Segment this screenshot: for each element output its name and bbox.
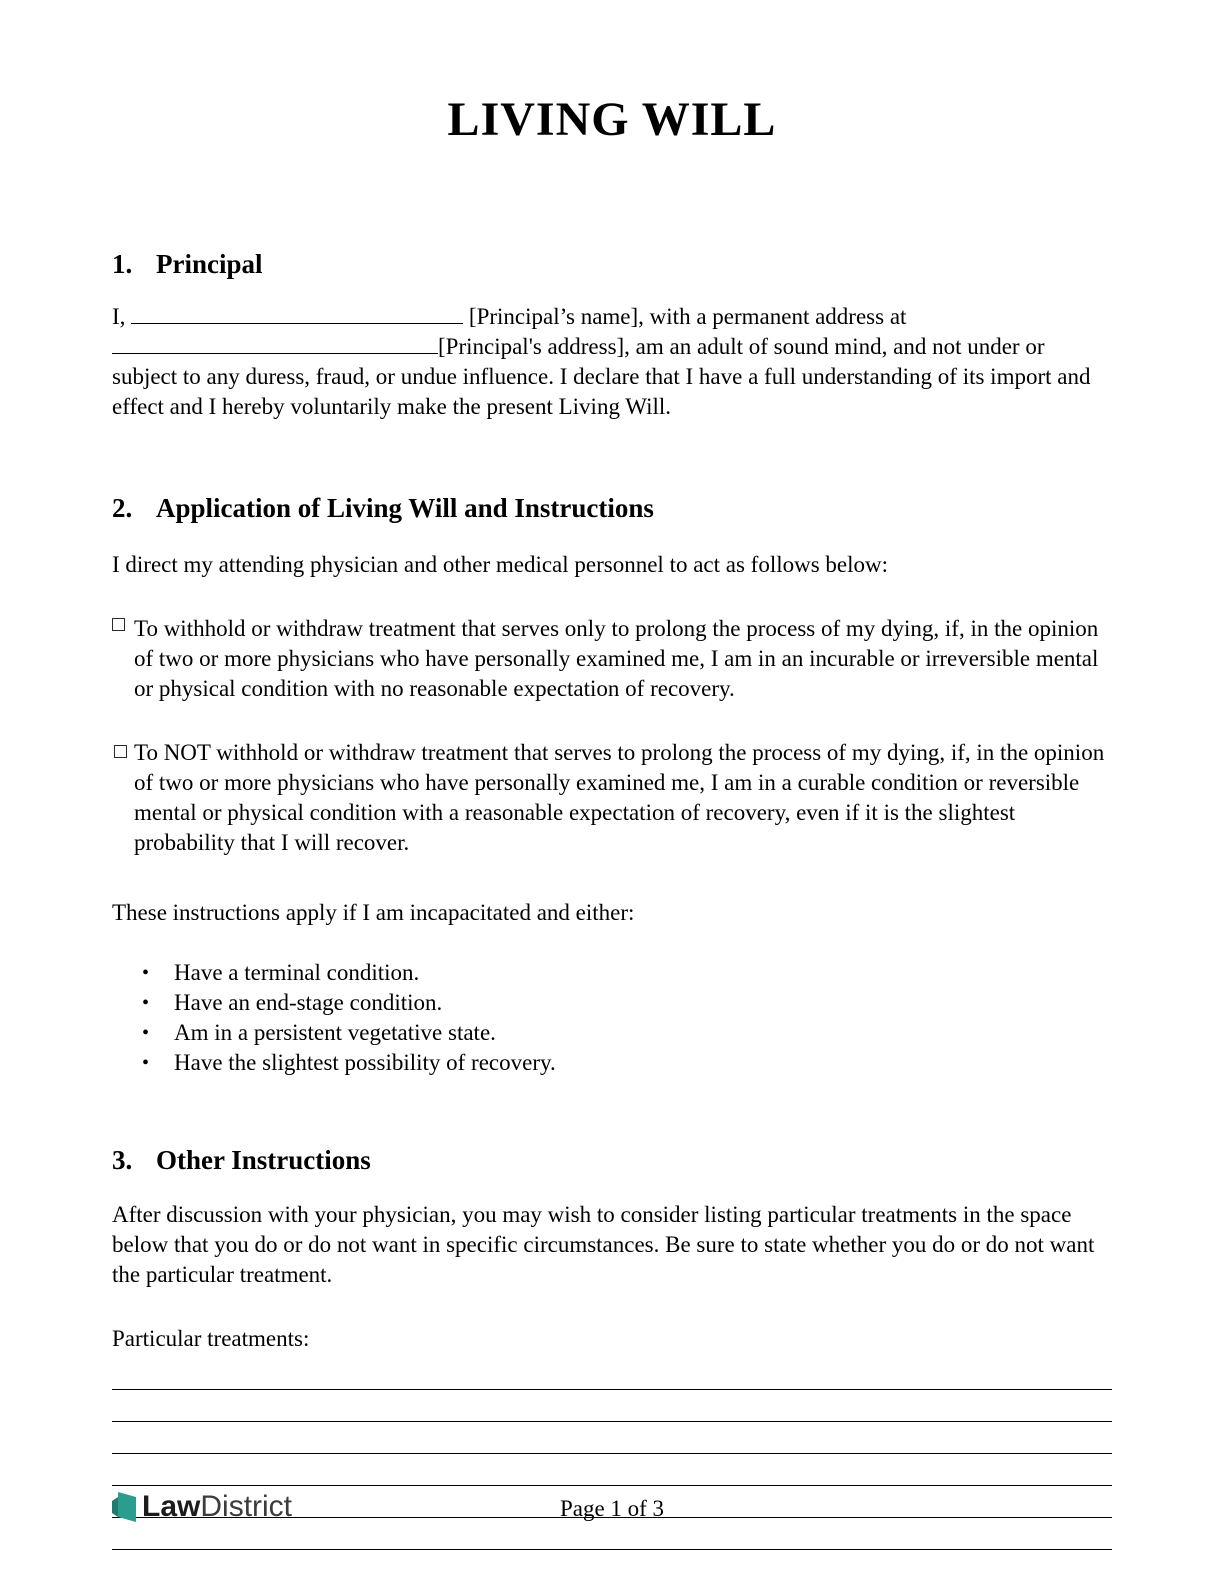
section-1-heading (112, 248, 1112, 280)
document-title: LIVING WILL (447, 93, 777, 146)
list-item: • Have an end-stage condition. (112, 988, 1112, 1018)
not-withhold-checkbox[interactable] (114, 745, 127, 758)
principal-name-label: [Principal’s name], with a permanent address at (468, 304, 907, 329)
withhold-label: To withhold or withdraw treatment that serves only to prolong the process of my dying, if, in the opinion of two or more physicians who have personally examined me, I am in an incurable or irreversible mental or physical condition with no reasonable expectation of recovery. (134, 616, 1099, 701)
principal-address-blank[interactable] (112, 334, 438, 354)
option-not-withhold-treatment (112, 738, 1112, 858)
section-2-intro: I direct my attending physician and other medical personnel to act as follows below: (112, 552, 889, 577)
principal-intro: I, (112, 304, 126, 329)
apply-intro: These instructions apply if I am incapacitated and either: (112, 900, 635, 925)
conditions-list (112, 958, 1112, 1078)
treatment-line[interactable] (112, 1454, 1112, 1486)
page-number: Page 1 of 3 (559, 1496, 665, 1521)
treatment-line[interactable] (112, 1358, 1112, 1390)
section-3-title: Other Instructions (156, 1145, 371, 1175)
principal-address-label: [Principal's address], am an adult of sound mind, and not under or subject to any duress, fraud, or undue influence. I declare that I have a full understanding of its import and effect and I hereby voluntarily make the present Living Will. (112, 334, 1091, 419)
list-item: • Have a terminal condition. (112, 958, 1112, 988)
section-1-number: 1. (112, 249, 133, 279)
brand-law-text: Law (142, 1490, 201, 1523)
particular-treatments-label: Particular treatments: (112, 1326, 310, 1351)
brand-district-text: District (200, 1490, 293, 1523)
withhold-checkbox[interactable] (112, 618, 125, 631)
not-withhold-label: To NOT withhold or withdraw treatment that serves to prolong the process of my dying, if, in the opinion of two or more physicians who have personally examined me, I am in a curable condition or reversible mental or physical condition with a reasonable expectation of recovery, even if it is the slightest probability that I will recover. (134, 740, 1105, 855)
page-footer (112, 1488, 1112, 1532)
option-withhold-treatment (112, 614, 1112, 704)
treatment-line[interactable] (112, 1422, 1112, 1454)
section-2-number: 2. (112, 493, 133, 523)
treatment-line[interactable] (112, 1390, 1112, 1422)
section-3-number: 3. (112, 1145, 133, 1175)
list-item: • Am in a persistent vegetative state. (112, 1018, 1112, 1048)
section-2-heading (112, 492, 1112, 524)
section-2-title: Application of Living Will and Instructions (156, 493, 654, 523)
list-item: • Have the slightest possibility of recovery. (112, 1048, 1112, 1078)
section-3-body: After discussion with your physician, you may wish to consider listing particular treatments in the space below that you do or do not want in specific circumstances. Be sure to state whether you do or do not want the particular treatment. (112, 1202, 1095, 1287)
principal-name-blank[interactable] (131, 304, 463, 324)
section-3-heading (112, 1144, 1112, 1176)
section-1-title: Principal (156, 249, 263, 279)
principal-paragraph (112, 302, 1112, 422)
